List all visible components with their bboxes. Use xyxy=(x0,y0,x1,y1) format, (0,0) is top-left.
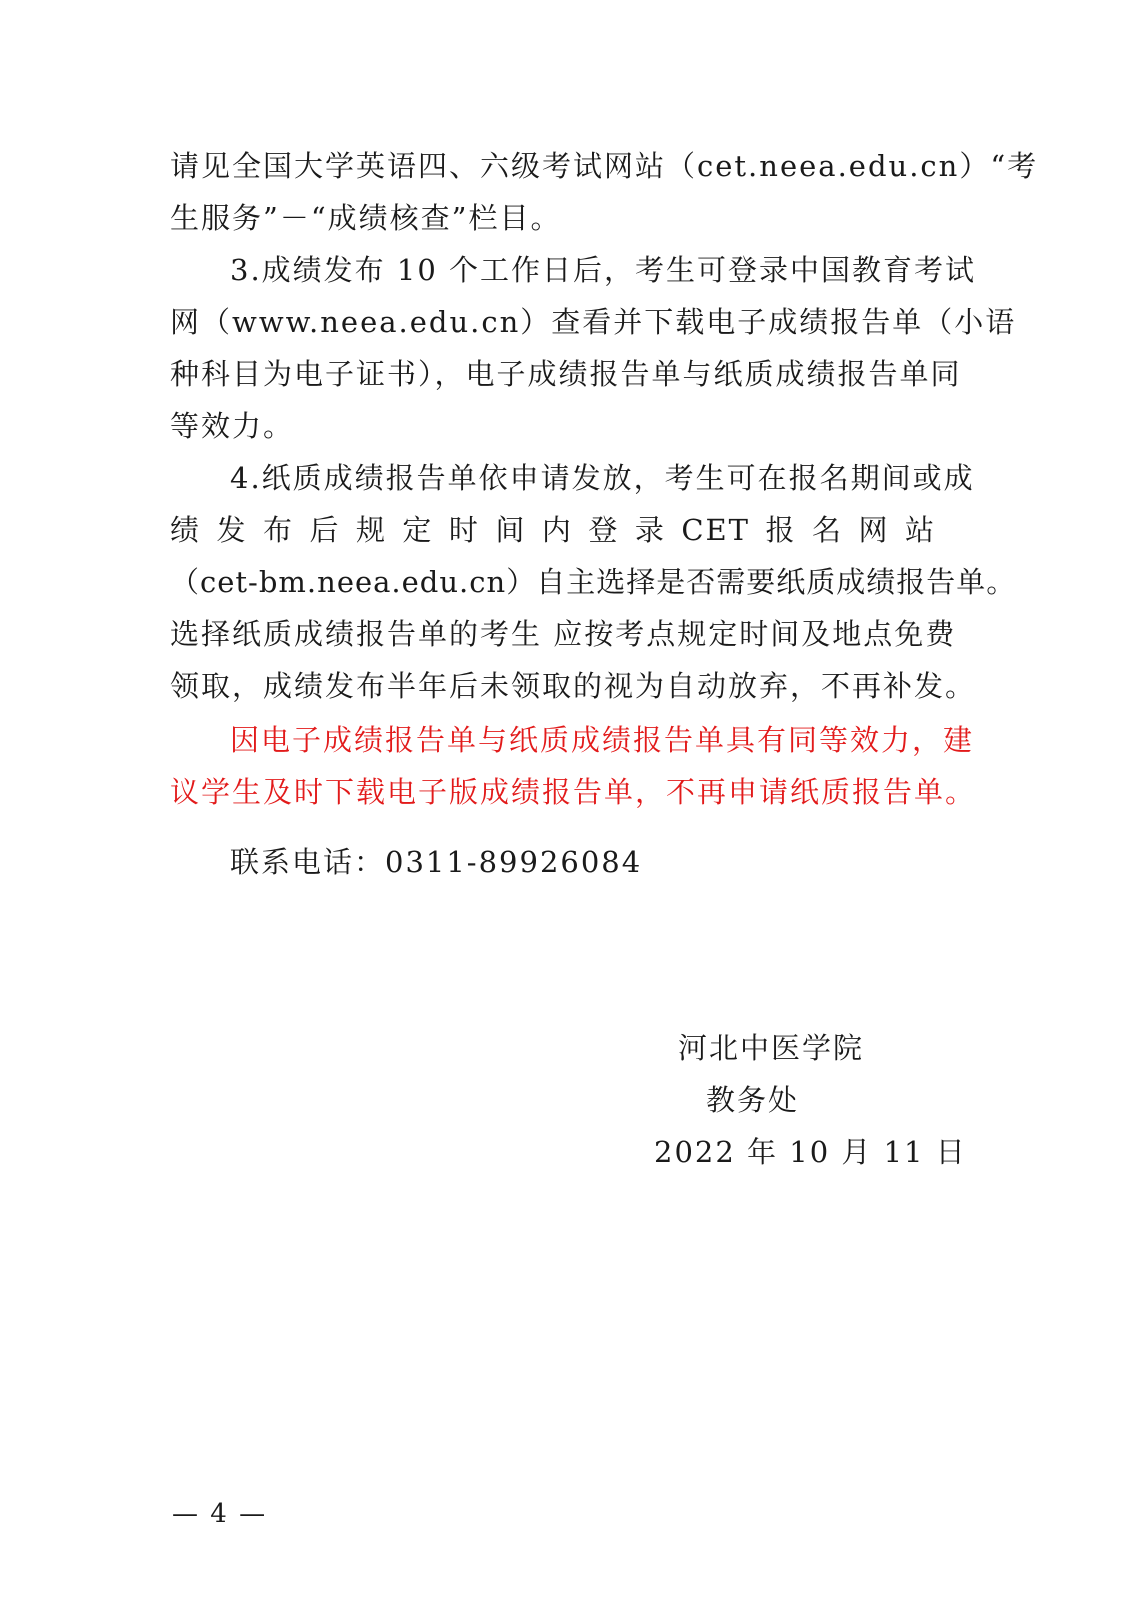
item-4-line-2 xyxy=(170,512,936,548)
spaced-char: 录 xyxy=(634,513,666,547)
spaced-char: 报 xyxy=(765,513,797,547)
item-4-line-5: 领取，成绩发布半年后未领取的视为自动放弃，不再补发。 xyxy=(170,669,977,703)
item-4-line-3: （cet-bm.neea.edu.cn）自主选择是否需要纸质成绩报告单。 xyxy=(170,565,1017,599)
spaced-char: 站 xyxy=(904,513,936,547)
signature-org: 河北中医学院 xyxy=(678,1031,865,1065)
signature-date: 2022 年 10 月 11 日 xyxy=(654,1135,967,1169)
body-line-1: 请见全国大学英语四、六级考试网站（cet.neea.edu.cn）“考 xyxy=(170,149,1039,183)
item-3-line-2: 网（www.neea.edu.cn）查看并下载电子成绩报告单（小语 xyxy=(170,305,1017,339)
signature-dept: 教务处 xyxy=(706,1083,800,1117)
spaced-char: 规 xyxy=(355,513,387,547)
spaced-char: 发 xyxy=(216,513,248,547)
spaced-char: 后 xyxy=(309,513,341,547)
spaced-char: 内 xyxy=(541,513,573,547)
spaced-char: 绩 xyxy=(170,513,202,547)
item-3-line-3: 种科目为电子证书），电子成绩报告单与纸质成绩报告单同 xyxy=(170,357,962,391)
spaced-char: 名 xyxy=(811,513,843,547)
red-notice-line-2: 议学生及时下载电子版成绩报告单，不再申请纸质报告单。 xyxy=(170,775,977,809)
item-4-line-4: 选择纸质成绩报告单的考生 应按考点规定时间及地点免费 xyxy=(170,617,957,651)
item-4-line-1: 4.纸质成绩报告单依申请发放，考生可在报名期间或成 xyxy=(230,461,975,495)
red-notice-line-1: 因电子成绩报告单与纸质成绩报告单具有同等效力，建 xyxy=(230,723,975,757)
spaced-char: 间 xyxy=(495,513,527,547)
spaced-word: CET xyxy=(681,513,751,547)
page-number: — 4 — xyxy=(172,1499,268,1529)
item-3-line-4: 等效力。 xyxy=(170,409,295,443)
spaced-char: 布 xyxy=(262,513,294,547)
spaced-char: 网 xyxy=(858,513,890,547)
body-line-2: 生服务”－“成绩核查”栏目。 xyxy=(170,201,562,235)
spaced-char: 定 xyxy=(402,513,434,547)
contact-phone: 联系电话：0311-89926084 xyxy=(230,845,643,879)
item-3-line-1: 3.成绩发布 10 个工作日后，考生可登录中国教育考试 xyxy=(230,253,977,287)
spaced-char: 时 xyxy=(448,513,480,547)
spaced-char: 登 xyxy=(588,513,620,547)
